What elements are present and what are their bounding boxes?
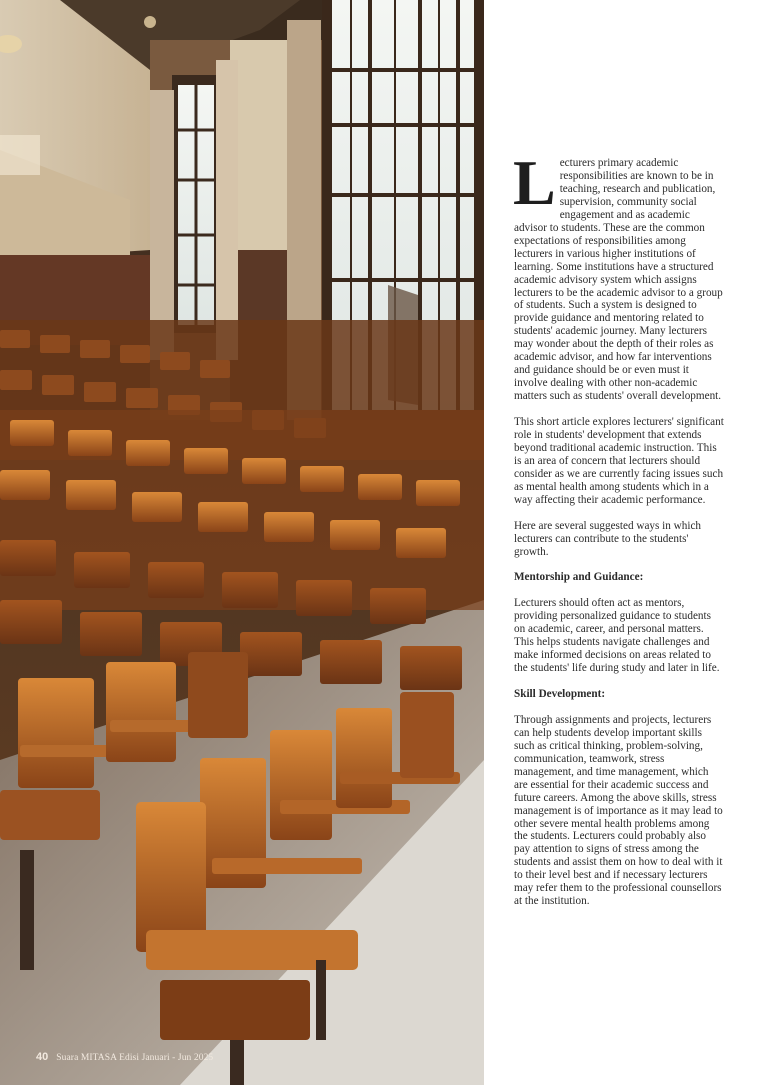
intro-text: ecturers primary academic responsibilities are known to be in teaching, research and publication, supervision, community social engagement and as academic advisor to students. These are the common expectations of responsibilities among lecturers in various higher institutions of learning. Some institutions have a structured academic advisory system which assigns lecturers to be the academic advisor to a group of students. Such a system is designed to provide guidance and mentoring related to students' academic journey. Many lecturers may wonder about the depth of their roles as academic advisor, and how far interventions and guidance should be or even must it involve dealing with other non-academic matters such as students' overall development. [514,157,723,403]
section-heading-skill-development: Skill Development: [514,688,606,700]
page-footer [36,1051,213,1065]
section-body-mentorship: Lecturers should often act as mentors, providing personalized guidance to students on academic, career, and personal matters. This helps students navigate challenges and make informed decisions on areas related to the students' life during study and later in life. [514,597,720,675]
paragraph-3: Here are several suggested ways in which lecturers can contribute to the students' growth. [514,519,702,558]
paragraph-2: This short article explores lecturers' significant role in students' development that extends beyond traditional academic instruction. This is an area of concern that lecturers should consider as we are currently facing issues such as mental health among students which in a way affecting their academic performance. [514,416,724,506]
drop-cap: L [513,147,556,218]
publication-issue: Suara MITASA Edisi Januari - Jun 2025 [56,1053,214,1063]
intro-paragraph [513,147,724,403]
page-number: 40 [36,1051,49,1063]
section-heading-mentorship: Mentorship and Guidance: [514,571,644,584]
article-body [513,147,724,921]
section-body-skill-development: Through assignments and projects, lecturers can help students develop important skills such as critical thinking, problem-solving, communication, teamwork, stress management, and time management, which are essential for their academic success and future careers. Among the above skills, stress management is of importance as it may lead to other severe mental health problems among the students. Lecturers could probably also pay attention to signs of stress among the students and assist them on how to deal with it to their level best and if necessary lecturers may refer them to the professional counsellors at the institution. [514,713,723,908]
